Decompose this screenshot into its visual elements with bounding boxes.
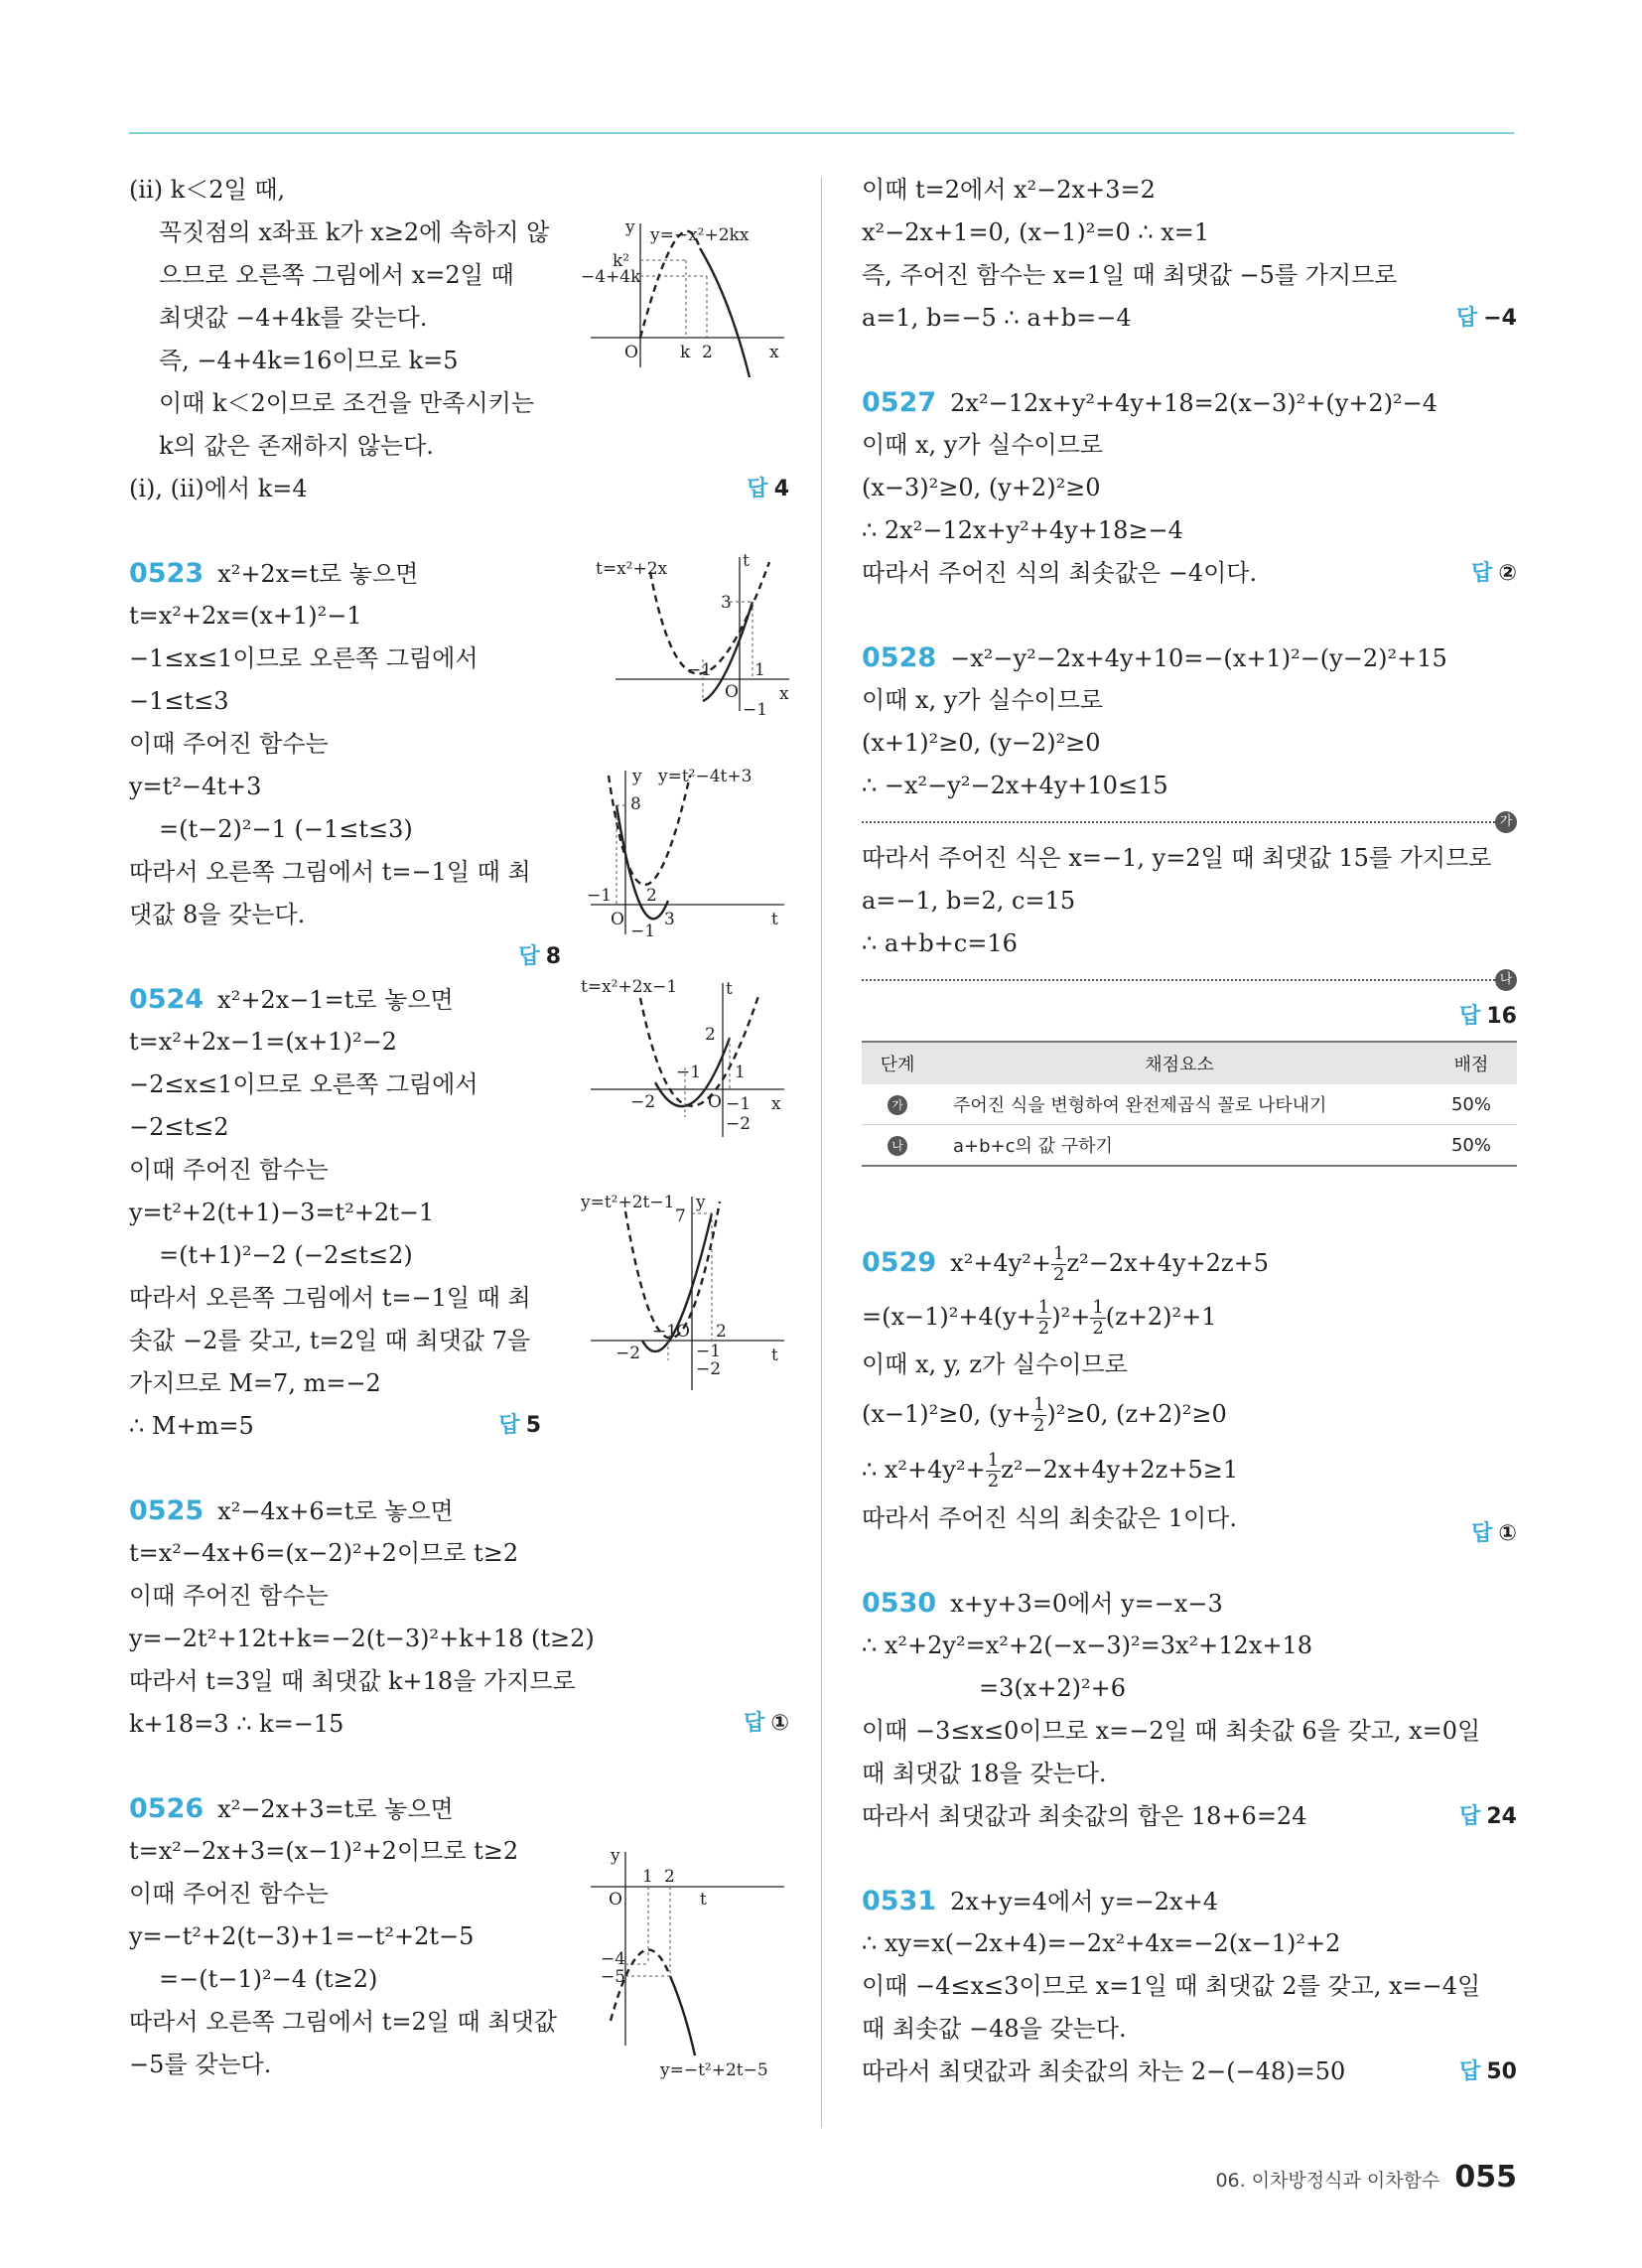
- svg-text:x: x: [769, 343, 779, 362]
- svg-text:−1: −1: [743, 700, 768, 716]
- problem-0524: 0524 x²+2x−1=t로 놓으면 t=x²+2x−1=(x+1)²−2 −2≤x≤1이므로 오른쪽 그림에서 −2≤t≤2 이때 주어진 함수는 y=t²+2(t+1)−3=t²+2t−1 =(t+1)²−2 (−2≤t≤2) 따라서 오른쪽 그림에서 t=−1일 때 최 솟값 −2를 갖고, t=2일 때 최댓값 7을 가지므로 M=7, m=−2 ∴ M+m=5 답 5 t=x²+2x−1 t x O 2 −1 1 −2 −1 −2 y=t²+2t−1 y t O 7 −1 2 −2 −1 −2: [129, 978, 789, 1448]
- svg-text:−2: −2: [726, 1114, 752, 1134]
- text-line: −5를 갖는다.: [129, 2051, 272, 2078]
- svg-text:2: 2: [646, 886, 657, 906]
- answer: 답 5: [498, 1413, 541, 1438]
- svg-text:t: t: [771, 1346, 778, 1365]
- k-case-block: [129, 169, 789, 510]
- problem-number: 0525: [129, 1495, 205, 1526]
- page-number: 055: [1454, 2160, 1517, 2195]
- right-column: [862, 169, 1517, 2093]
- text-line: 댓값 8을 갖는다.: [129, 901, 306, 928]
- table-header: 채점요소: [933, 1042, 1426, 1084]
- svg-text:−2: −2: [696, 1359, 722, 1379]
- curve-label: t=x²+2x: [596, 559, 668, 579]
- svg-text:O: O: [725, 682, 739, 702]
- text-line: a=−1, b=2, c=15: [862, 887, 1076, 915]
- svg-text:t: t: [726, 979, 733, 999]
- text-line: 이때 x, y, z가 실수이므로: [862, 1350, 1128, 1378]
- text-line: 이때 주어진 함수는: [129, 1582, 329, 1610]
- text-line: 때 최솟값 −48을 갖는다.: [862, 2015, 1127, 2043]
- problem-number: 0527: [862, 387, 937, 418]
- svg-text:1: 1: [735, 1063, 746, 1082]
- text-line: 이때 주어진 함수는: [129, 1880, 329, 1908]
- svg-text:−2: −2: [630, 1092, 656, 1112]
- text-line: 따라서 오른쪽 그림에서 t=−1일 때 최: [129, 1284, 531, 1312]
- text-line: 이때 x, y가 실수이므로: [862, 686, 1104, 714]
- problem-number: 0531: [862, 1886, 937, 1916]
- text-line: 따라서 오른쪽 그림에서 t=−1일 때 최: [129, 858, 531, 886]
- svg-text:y: y: [696, 1193, 706, 1212]
- text-line: 가지므로 M=7, m=−2: [129, 1369, 381, 1397]
- text-line: 이때 −3≤x≤0이므로 x=−2일 때 최솟값 6을 갖고, x=0일: [862, 1717, 1481, 1745]
- graph-figure: [581, 218, 789, 377]
- answer: 답 −4: [1455, 306, 1517, 331]
- curve-label: y=t²−4t+3: [658, 767, 753, 786]
- svg-text:y: y: [625, 218, 635, 237]
- scoring-table: [862, 1041, 1517, 1167]
- problem-number: 0528: [862, 642, 937, 673]
- svg-text:O: O: [609, 1890, 622, 1910]
- text-line: y=t²+2(t+1)−3=t²+2t−1: [129, 1199, 435, 1226]
- svg-text:O: O: [611, 910, 624, 929]
- svg-text:2: 2: [702, 343, 713, 362]
- text-line: −1≤x≤1이므로 오른쪽 그림에서: [129, 644, 479, 672]
- step-divider: [862, 814, 1513, 829]
- text-line: =3(x+2)²+6: [979, 1674, 1127, 1702]
- curve-label: y=−t²+2t−5: [660, 2060, 768, 2080]
- left-column: [129, 169, 789, 2086]
- text-line: =−(t−1)²−4 (t≥2): [159, 1965, 378, 1993]
- text-line: 이때 t=2에서 x²−2x+3=2: [862, 176, 1156, 204]
- text-line: ∴ a+b+c=16: [862, 929, 1018, 957]
- answer: 답 ②: [1471, 561, 1517, 586]
- svg-text:−1: −1: [726, 1094, 752, 1114]
- text-line: 따라서 최댓값과 최솟값의 차는 2−(−48)=50: [862, 2057, 1346, 2085]
- svg-text:2: 2: [716, 1322, 727, 1342]
- text-line: 최댓값 −4+4k를 갖는다.: [159, 304, 428, 332]
- text-line: 따라서 주어진 식의 최솟값은 1이다.: [862, 1504, 1237, 1532]
- svg-text:−1: −1: [652, 1322, 678, 1342]
- problem-0526: 0526 x²−2x+3=t로 놓으면 t=x²−2x+3=(x−1)²+2이므로 t≥2 이때 주어진 함수는 y=−t²+2(t−3)+1=−t²+2t−5 =−(t−1)²−4 (t≥2) 따라서 오른쪽 그림에서 t=2일 때 최댓값 −5를 갖는다. y t O 1 2 −4 −5 y=−t²+2t−5: [129, 1787, 789, 2086]
- text-line: 따라서 t=3일 때 최댓값 k+18을 가지므로: [129, 1667, 576, 1695]
- text-line: y=−2t²+12t+k=−2(t−3)²+k+18 (t≥2): [129, 1625, 595, 1652]
- step-mark: 나: [1495, 969, 1517, 991]
- graph-figure: [581, 766, 789, 939]
- text-line: t=x²+2x−1=(x+1)²−2: [129, 1028, 397, 1056]
- answer: 답 50: [1459, 2059, 1517, 2084]
- svg-text:−1: −1: [587, 886, 613, 906]
- text-line: 이때 −4≤x≤3이므로 x=1일 때 최댓값 2를 갖고, x=−4일: [862, 1972, 1481, 2000]
- svg-text:−2: −2: [616, 1344, 641, 1363]
- answer: 답 ①: [744, 1711, 789, 1736]
- text-line: 따라서 주어진 식의 최솟값은 −4이다.: [862, 559, 1258, 587]
- svg-text:1: 1: [754, 660, 765, 680]
- text-line: 이때 주어진 함수는: [129, 1156, 329, 1184]
- svg-text:t: t: [771, 910, 778, 929]
- top-rule: [129, 132, 1514, 134]
- axis-label: −4+4k: [581, 267, 641, 287]
- table-header: 배점: [1426, 1042, 1517, 1084]
- text-line: t=x²−4x+6=(x−2)²+2이므로 t≥2: [129, 1539, 519, 1567]
- svg-text:O: O: [624, 343, 638, 362]
- svg-text:2: 2: [705, 1025, 716, 1045]
- text-line: =(t−2)²−1 (−1≤t≤3): [159, 815, 413, 843]
- text-line: 따라서 주어진 식은 x=−1, y=2일 때 최댓값 15를 가지므로: [862, 844, 1492, 872]
- page-footer: [1215, 2160, 1517, 2195]
- svg-text:−4: −4: [601, 1949, 626, 1969]
- text-line: x²−2x+1=0, (x−1)²=0 ∴ x=1: [862, 218, 1210, 246]
- svg-text:−1: −1: [696, 1342, 722, 1361]
- problem-0530: 0530 x+y+3=0에서 y=−x−3 ∴ x²+2y²=x²+2(−x−3)²=3x²+12x+18 =3(x+2)²+6 이때 −3≤x≤0이므로 x=−2일 때 최솟값 6을 갖고, x=0일 때 최댓값 18을 갖는다. 따라서 최댓값과 최솟값의 합은 18+6=24 답 24: [862, 1582, 1517, 1838]
- answer: 답 ①: [1471, 1521, 1517, 1546]
- svg-text:2: 2: [664, 1867, 675, 1887]
- answer: 답 4: [747, 477, 789, 501]
- svg-text:y: y: [632, 767, 642, 786]
- text-line: 즉, −4+4k=16이므로 k=5: [159, 347, 459, 374]
- step-mark: 가: [1495, 811, 1517, 833]
- text-line: −2≤x≤1이므로 오른쪽 그림에서: [129, 1070, 479, 1098]
- svg-text:k: k: [680, 343, 691, 362]
- answer: 답 16: [1459, 1004, 1517, 1029]
- text-line: ∴ xy=x(−2x+4)=−2x²+4x=−2(x−1)²+2: [862, 1929, 1341, 1957]
- problem-0531: 0531 2x+y=4에서 y=−2x+4 ∴ xy=x(−2x+4)=−2x²+4x=−2(x−1)²+2 이때 −4≤x≤3이므로 x=1일 때 최댓값 2를 갖고, x=−4일 때 최솟값 −48을 갖는다. 따라서 최댓값과 최솟값의 차는 2−(−48)=50 답 50: [862, 1880, 1517, 2093]
- problem-0523: 0523 x²+2x=t로 놓으면 t=x²+2x=(x+1)²−1 −1≤x≤1이므로 오른쪽 그림에서 −1≤t≤3 이때 주어진 함수는 y=t²−4t+3 =(t−2)²−1 (−1≤t≤3) 따라서 오른쪽 그림에서 t=−1일 때 최 댓값 8을 갖는다. 답 8 t=x²+2x t x O 3 −1 1 −1 y y=t²−4t+3 t O 8 −1 2 3 −1: [129, 552, 789, 936]
- svg-text:1: 1: [642, 1867, 653, 1887]
- text-line: a=1, b=−5 ∴ a+b=−4: [862, 304, 1132, 332]
- text-line: ∴ x²+2y²=x²+2(−x−3)²=3x²+12x+18: [862, 1631, 1312, 1659]
- svg-text:x: x: [771, 1094, 781, 1114]
- text-line: −1≤t≤3: [129, 687, 229, 715]
- problem-0528: 0528 −x²−y²−2x+4y+10=−(x+1)²−(y−2)²+15 이때 x, y가 실수이므로 (x+1)²≥0, (y−2)²≥0 ∴ −x²−y²−2x+4y+10≤15 가 따라서 주어진 식은 x=−1, y=2일 때 최댓값 15를 가지므로 a=−1, b=2, c=15 ∴ a+b+c=16 나 답 16 단계 채점요소 배점 가 주어진 식을 변형하여 완전제곱식 꼴로 나타내기 50% 나 a+b+c의 값 구하기 50%: [862, 637, 1517, 1167]
- svg-text:t: t: [700, 1890, 707, 1910]
- axis-label: k²: [613, 251, 630, 271]
- table-row: 가 주어진 식을 변형하여 완전제곱식 꼴로 나타내기 50%: [862, 1084, 1517, 1125]
- problem-number: 0526: [129, 1793, 205, 1824]
- svg-text:t: t: [743, 552, 750, 571]
- text-line: ∴ M+m=5: [129, 1412, 254, 1440]
- svg-text:3: 3: [721, 593, 732, 613]
- answer: 답 24: [1459, 1804, 1517, 1829]
- text-line: (x−3)²≥0, (y+2)²≥0: [862, 474, 1101, 501]
- problem-0529: 0529 x²+4y²+ $\frac{1}{2}$ z²−2x+4y+2z+5 =(x−1)²+4(y+ $\frac{1}{2}$ )²+ $\frac{1}{2}$ (z+2)²+1 이때 x, y, z가 실수이므로 (x−1)²≥0, (y+ $\frac{1}{2}$ )²≥0, (z+2)²≥0 ∴ x²+4y²+ $\frac{1}{2}$ z²−2x+4y+2z+5≥1 따라서 주어진 식의 최솟값은 1이다. 답 ①: [862, 1243, 1517, 1546]
- text-line: ∴ 2x²−12x+y²+4y+18≥−4: [862, 516, 1183, 544]
- text-line: =(t+1)²−2 (−2≤t≤2): [159, 1241, 413, 1269]
- svg-text:O: O: [708, 1092, 722, 1112]
- problem-number: 0524: [129, 984, 205, 1015]
- step-divider: [862, 972, 1513, 987]
- text-line: 따라서 최댓값과 최솟값의 합은 18+6=24: [862, 1802, 1307, 1830]
- graph-figure: [581, 1192, 789, 1400]
- text-line: t=x²−2x+3=(x−1)²+2이므로 t≥2: [129, 1837, 519, 1865]
- answer: 답 8: [518, 944, 561, 969]
- text-line: 즉, 주어진 함수는 x=1일 때 최댓값 −5를 가지므로: [862, 261, 1398, 289]
- text-line: k의 값은 존재하지 않는다.: [159, 432, 434, 460]
- text-line: 이때 x, y가 실수이므로: [862, 431, 1104, 459]
- text-line: 꼭짓점의 x좌표 k가 x≥2에 속하지 않: [159, 218, 550, 246]
- text-line: (ⅰ), (ⅱ)에서 k=4: [129, 475, 308, 502]
- continuation-0526: [862, 169, 1517, 340]
- text-line: y=t²−4t+3: [129, 773, 262, 800]
- column-divider: [821, 177, 822, 2128]
- svg-text:−1: −1: [630, 921, 656, 939]
- curve-label: t=x²+2x−1: [581, 978, 678, 997]
- text-line: 으므로 오른쪽 그림에서 x=2일 때: [159, 261, 514, 289]
- text-line: k+18=3 ∴ k=−15: [129, 1710, 344, 1738]
- text-line: ∴ −x²−y²−2x+4y+10≤15: [862, 772, 1168, 799]
- text-line: y=−t²+2(t−3)+1=−t²+2t−5: [129, 1922, 475, 1950]
- chapter-title: 06. 이차방정식과 이차함수: [1215, 2170, 1440, 2192]
- problem-number: 0523: [129, 558, 205, 589]
- table-row: 나 a+b+c의 값 구하기 50%: [862, 1125, 1517, 1167]
- svg-text:−5: −5: [601, 1967, 626, 1987]
- curve-label: y=t²+2t−1: [581, 1193, 675, 1212]
- svg-text:3: 3: [664, 910, 675, 929]
- text-line: t=x²+2x=(x+1)²−1: [129, 602, 362, 630]
- problem-0525: 0525 x²−4x+6=t로 놓으면 t=x²−4x+6=(x−2)²+2이므로 t≥2 이때 주어진 함수는 y=−2t²+12t+k=−2(t−3)²+k+18 (t≥2) 따라서 t=3일 때 최댓값 k+18을 가지므로 k+18=3 ∴ k=−15 답 ①: [129, 1489, 789, 1746]
- svg-text:7: 7: [675, 1206, 686, 1226]
- svg-text:8: 8: [630, 794, 641, 814]
- text-line: 이때 k＜2이므로 조건을 만족시키는: [159, 389, 535, 417]
- text-line: 솟값 −2를 갖고, t=2일 때 최댓값 7을: [129, 1327, 531, 1354]
- text-line: −2≤t≤2: [129, 1113, 229, 1141]
- graph-figure: [581, 1847, 789, 2085]
- table-header: 단계: [862, 1042, 933, 1084]
- graph-figure: [581, 978, 789, 1142]
- text-line: (ⅱ) k＜2일 때,: [129, 176, 286, 204]
- svg-text:x: x: [779, 684, 789, 704]
- graph-figure: [596, 552, 794, 716]
- curve-label: y=−x²+2kx: [650, 225, 750, 245]
- svg-text:O: O: [676, 1322, 690, 1342]
- text-line: 때 최댓값 18을 갖는다.: [862, 1760, 1107, 1787]
- problem-number: 0530: [862, 1588, 937, 1619]
- svg-text:−1: −1: [687, 660, 713, 680]
- text-line: (x+1)²≥0, (y−2)²≥0: [862, 729, 1101, 757]
- svg-text:y: y: [611, 1847, 620, 1866]
- problem-0527: 0527 2x²−12x+y²+4y+18=2(x−3)²+(y+2)²−4 이때 x, y가 실수이므로 (x−3)²≥0, (y+2)²≥0 ∴ 2x²−12x+y²+4y+18≥−4 따라서 주어진 식의 최솟값은 −4이다. 답 ②: [862, 381, 1517, 595]
- text-line: 따라서 오른쪽 그림에서 t=2일 때 최댓값: [129, 2008, 557, 2036]
- problem-number: 0529: [862, 1247, 937, 1278]
- text-line: 이때 주어진 함수는: [129, 730, 329, 758]
- svg-text:−1: −1: [676, 1063, 702, 1082]
